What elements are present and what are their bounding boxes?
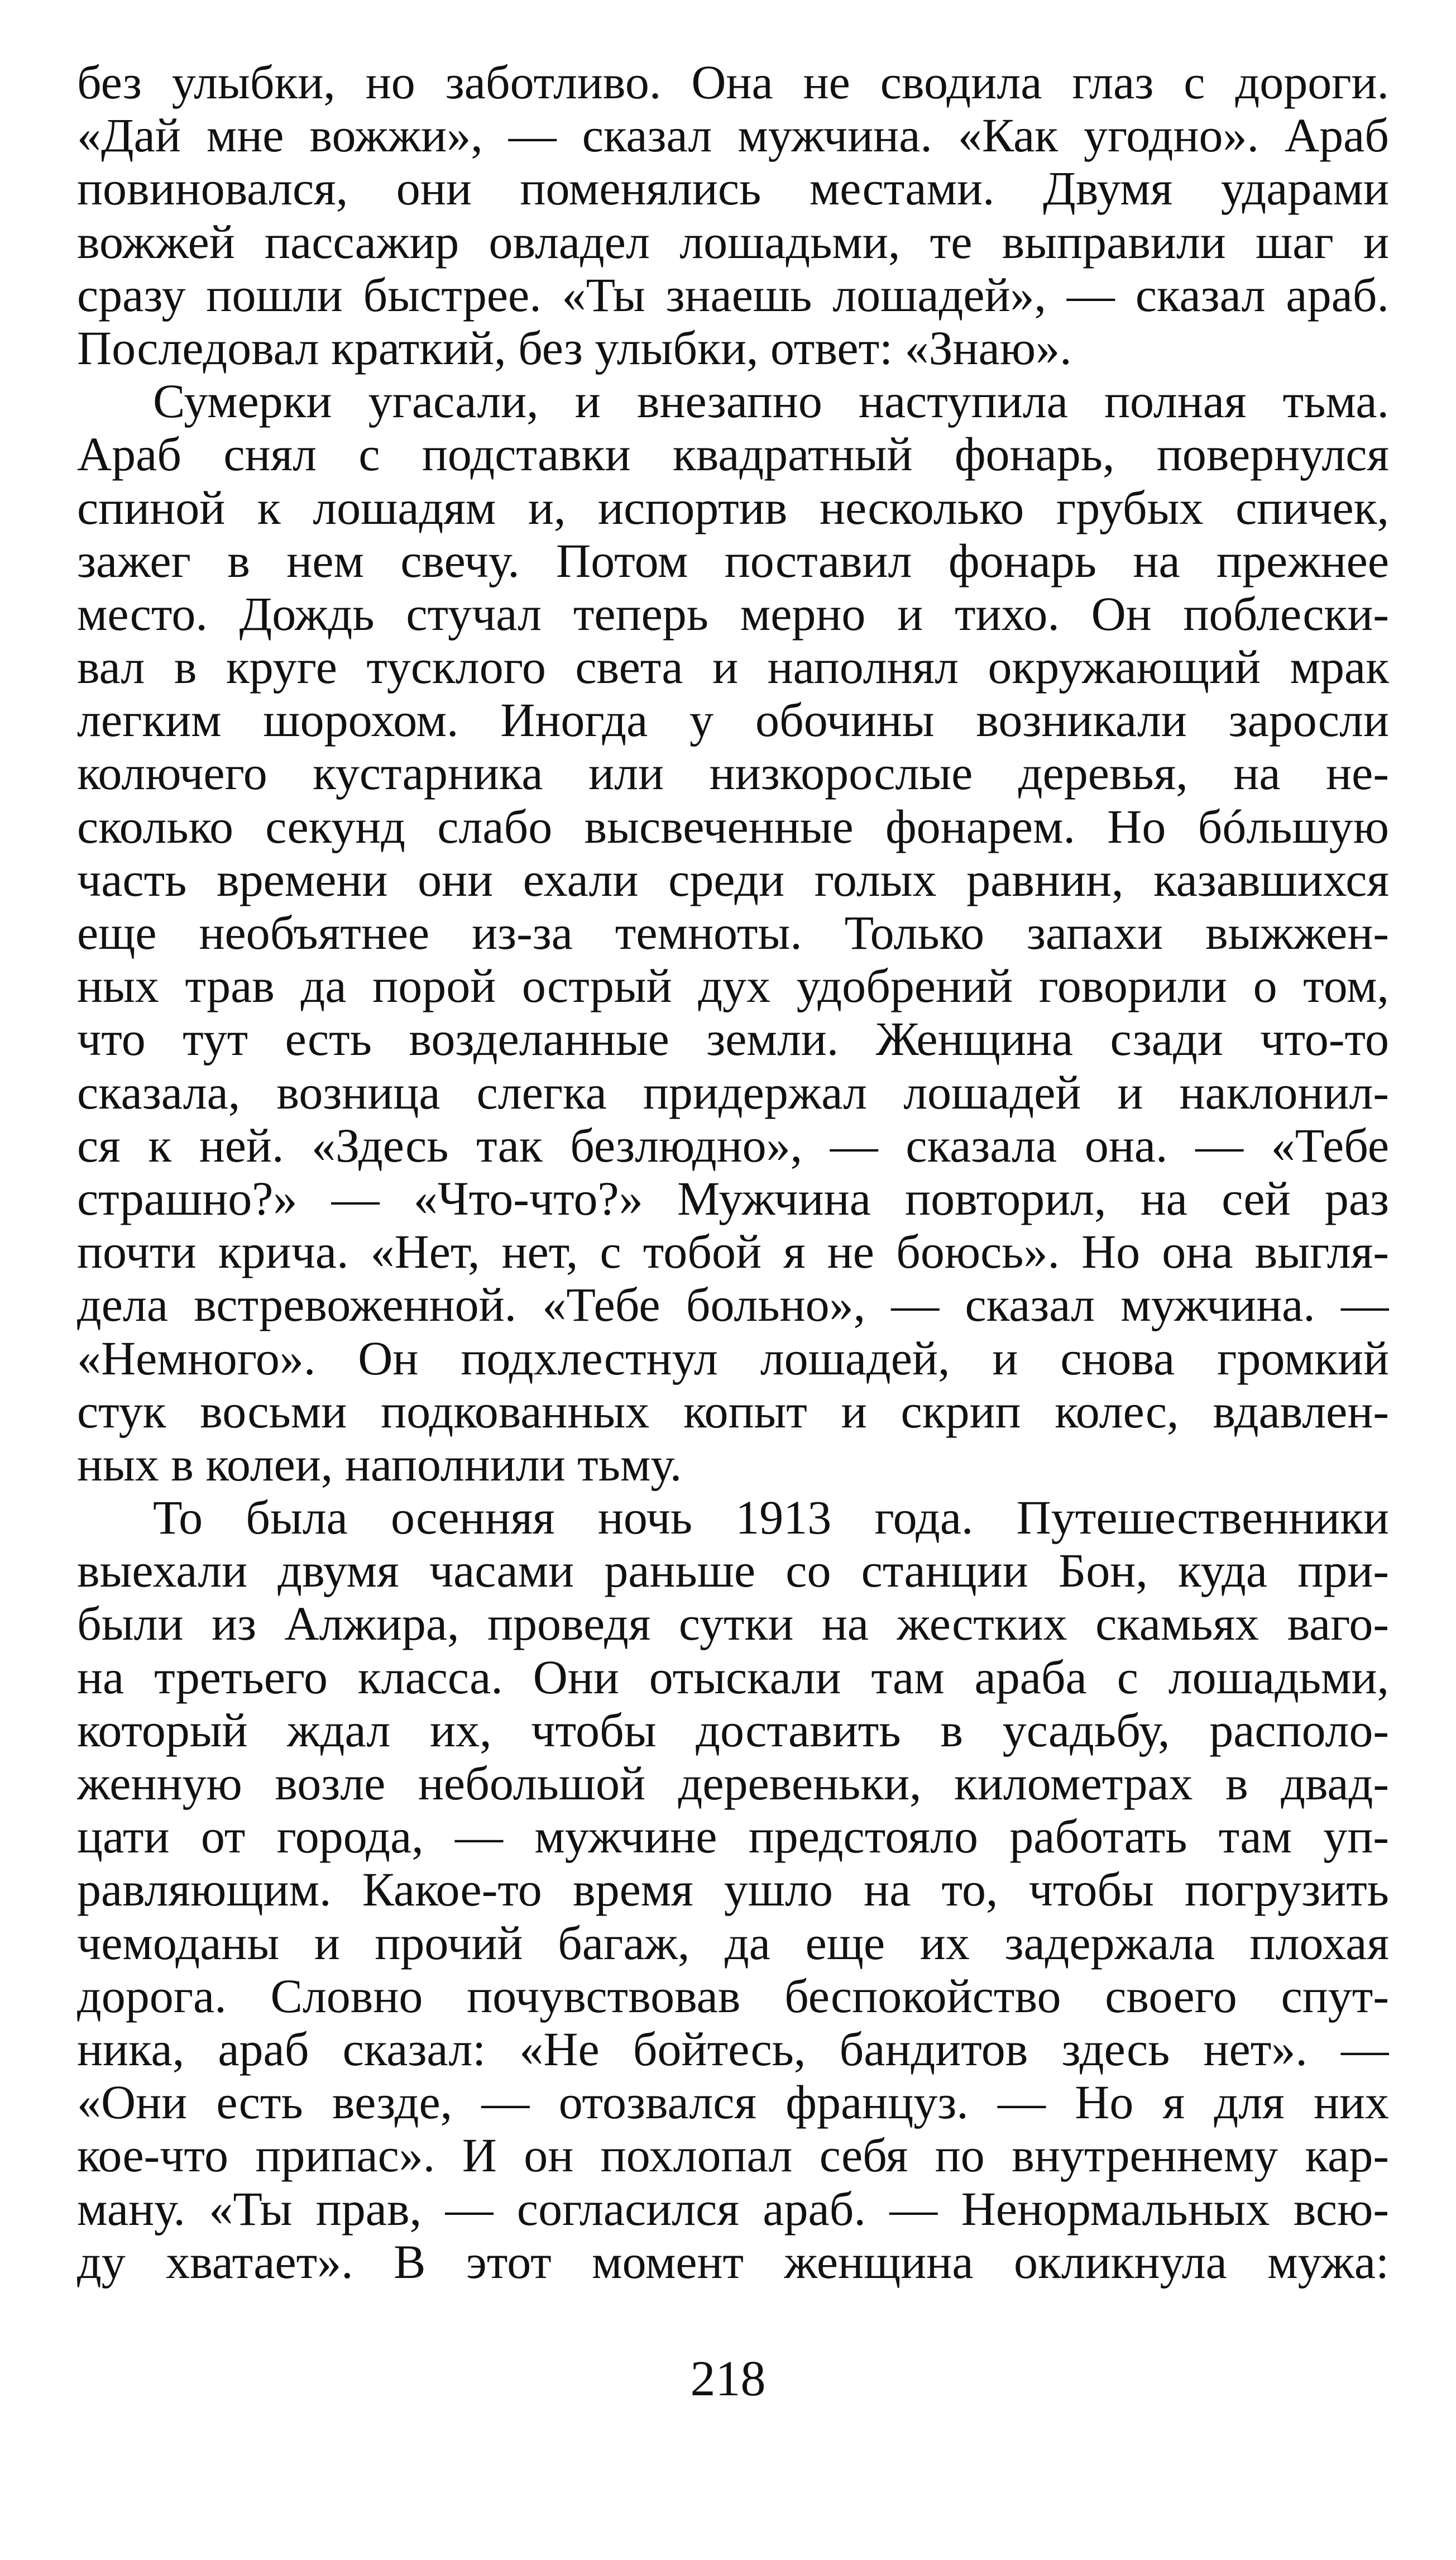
text-line: дорога. Словно почувствовав беспокойство своего спут- [77,1969,1389,2023]
text-line: без улыбки, но заботливо. Она не сводила глаз с дороги. [77,56,1389,109]
text-line: сразу пошли быстрее. «Ты знаешь лошадей», — сказал араб. [77,268,1389,322]
text-line: стук восьми подкованных копыт и скрип колес, вдавлен- [77,1384,1389,1438]
text-line: который ждал их, чтобы доставить в усадьбу, располо- [77,1703,1389,1757]
text-line: что тут есть возделанные земли. Женщина сзади что-то [77,1012,1389,1066]
text-line: «Они есть везде, — отозвался француз. — Но я для них [77,2076,1389,2129]
text-line: страшно?» — «Что-что?» Мужчина повторил, на сей раз [77,1172,1389,1225]
text-line: повиновался, они поменялись местами. Двумя ударами [77,162,1389,216]
text-line: ных трав да порой острый дух удобрений говорили о том, [77,959,1389,1013]
text-line: ся к ней. «Здесь так безлюдно», — сказала она. — «Тебе [77,1119,1389,1172]
text-body [77,56,1389,2289]
text-line: зажег в нем свечу. Потом поставил фонарь на прежнее [77,534,1389,588]
text-line: вал в круге тусклого света и наполнял окружающий мрак [77,641,1389,694]
text-line: выехали двумя часами раньше со станции Бон, куда при- [77,1544,1389,1598]
text-line: «Дай мне вожжи», — сказал мужчина. «Как угодно». Араб [77,109,1389,163]
text-line: ду хватает». В этот момент женщина окликнула мужа: [77,2235,1389,2289]
text-line: спиной к лошадям и, испортив несколько грубых спичек, [77,481,1389,534]
text-line: дела встревоженной. «Тебе больно», — сказал мужчина. — [77,1278,1389,1332]
text-line: сколько секунд слабо высвеченные фонарем. Но бóльшую [77,800,1389,853]
text-line: почти крича. «Нет, нет, с тобой я не боюсь». Но она выгля- [77,1225,1389,1279]
text-line: «Немного». Он подхлестнул лошадей, и снова громкий [77,1331,1389,1385]
text-line: сказала, возница слегка придержал лошадей и наклонил- [77,1066,1389,1119]
paragraph-first-line: То была осенняя ночь 1913 года. Путешественники [153,1491,1389,1545]
text-line: на третьего класса. Они отыскали там араба с лошадьми, [77,1650,1389,1704]
text-line: цати от города, — мужчине предстояло работать там уп- [77,1810,1389,1864]
text-line: ника, араб сказал: «Не бойтесь, бандитов здесь нет». — [77,2022,1389,2076]
text-line: ных в колеи, наполнили тьму. [77,1437,682,1491]
text-line: чемоданы и прочий багаж, да еще их задержала плохая [77,1916,1389,1970]
text-line: часть времени они ехали среди голых равнин, казавшихся [77,853,1389,906]
text-line: женную возле небольшой деревеньки, километрах в двад- [77,1757,1389,1810]
text-line: легким шорохом. Иногда у обочины возникали заросли [77,694,1389,747]
text-line: еще необъятнее из-за темноты. Только запахи выжжен- [77,906,1389,959]
text-line: Араб снял с подставки квадратный фонарь, повернулся [77,428,1389,481]
text-line: равляющим. Какое-то время ушло на то, чтобы погрузить [77,1863,1389,1917]
text-line: ману. «Ты прав, — согласился араб. — Ненормальных всю- [77,2182,1389,2236]
text-line: были из Алжира, проведя сутки на жестких скамьях ваго- [77,1597,1389,1651]
page-number: 218 [690,2351,766,2406]
text-line: место. Дождь стучал теперь мерно и тихо. Он поблески- [77,587,1389,641]
text-line: колючего кустарника или низкорослые деревья, на не- [77,747,1389,800]
text-line: кое-что припас». И он похлопал себя по внутреннему кар- [77,2129,1389,2182]
paragraph-first-line: Сумерки угасали, и внезапно наступила полная тьма. [153,375,1389,428]
text-line: вожжей пассажир овладел лошадьми, те выправили шаг и [77,215,1389,269]
text-line: Последовал краткий, без улыбки, ответ: «Знаю». [77,321,1072,375]
